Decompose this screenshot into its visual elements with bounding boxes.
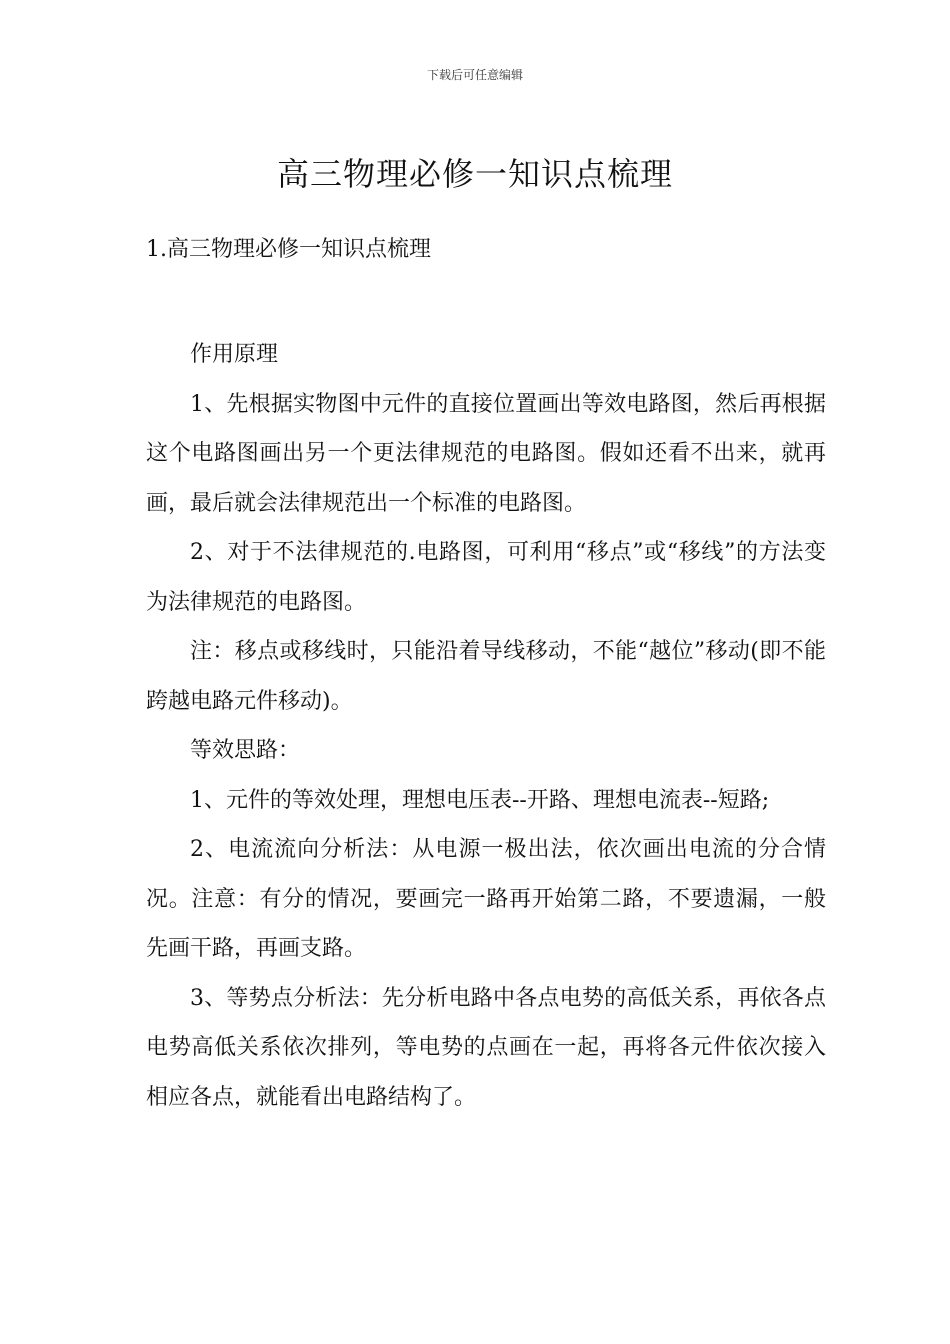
paragraph-approach-heading: 等效思路： (190, 738, 301, 763)
paragraph: 1、先根据实物图中元件的直接位置画出等效电路图，然后再根据这个电路图画出另一个更法律规范的电路图。假如还看不出来，就再画，最后就会法律规范出一个标准的电路图。 (146, 391, 826, 516)
document-title: 高三物理必修一知识点梳理 (276, 155, 673, 194)
paragraph-principle-heading: 作用原理 (190, 342, 279, 367)
paragraph-note: 注：移点或移线时，只能沿着导线移动，不能“越位”移动(即不能跨越电路元件移动)。 (146, 639, 826, 714)
header-note: 下载后可任意编辑 (426, 68, 523, 82)
document-body (146, 330, 826, 1122)
paragraph: 2、电流流向分析法：从电源一极出法，依次画出电流的分合情况。注意：有分的情况，要画完一路再开始第二路，不要遗漏，一般先画干路，再画支路。 (146, 837, 826, 961)
paragraph: 3、等势点分析法：先分析电路中各点电势的高低关系，再依各点电势高低关系依次排列，等电势的点画在一起，再将各元件依次接入相应各点，就能看出电路结构了。 (146, 985, 826, 1110)
paragraph: 1、元件的等效处理，理想电压表--开路、理想电流表--短路; (190, 787, 770, 813)
paragraph: 2、对于不法律规范的.电路图，可利用“移点”或“移线”的方法变为法律规范的电路图。 (146, 540, 826, 615)
section-heading: 1.高三物理必修一知识点梳理 (146, 237, 431, 262)
